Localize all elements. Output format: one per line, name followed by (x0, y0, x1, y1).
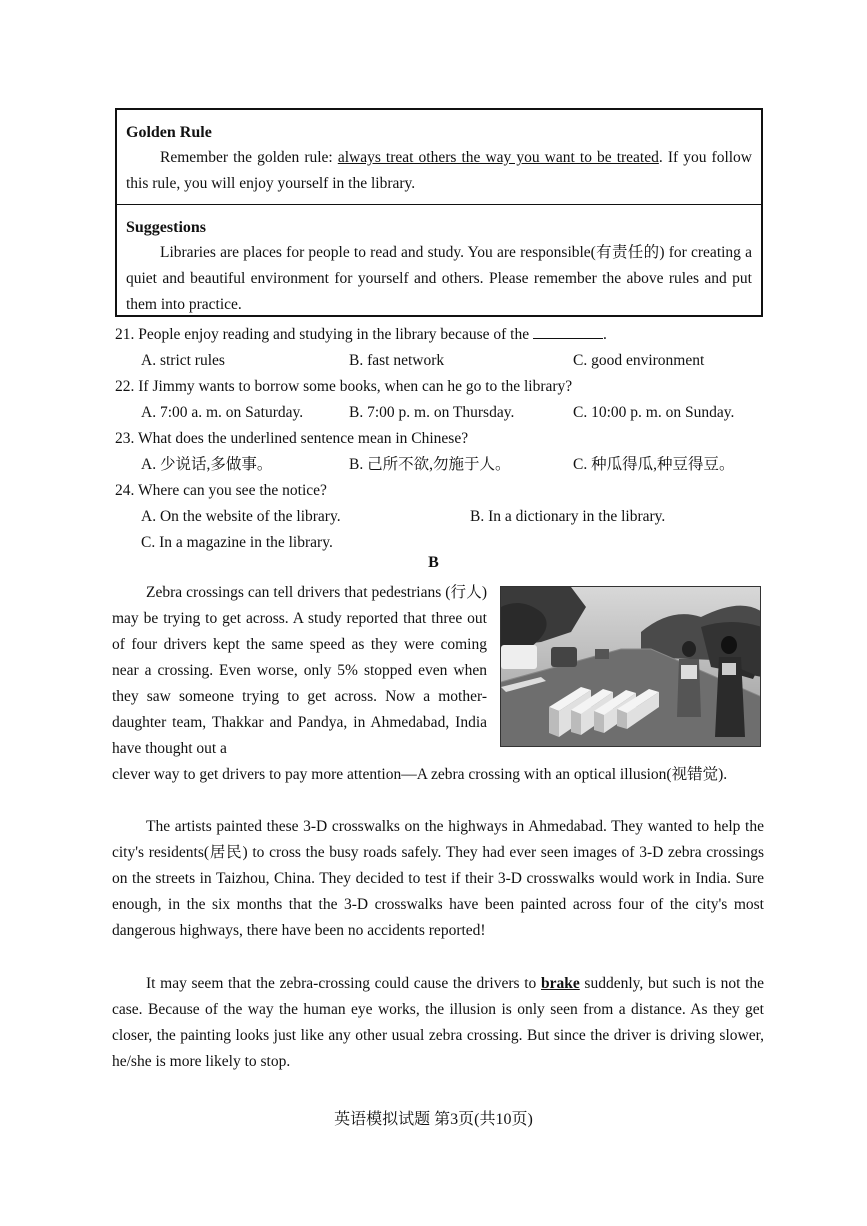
option-21c: C. good environment (573, 352, 705, 369)
brake-word: brake (541, 975, 580, 992)
paragraph-3-text-after: suddenly, but such is not the case. Because of the way the human eye works, the illusion is only seen from a distance. As they get closer, the painting looks just like any other usual zebra crossing. But since the driver is driving slower, he/she is more likely to stop. (112, 975, 764, 1070)
golden-rule-text-after: . If you follow this rule, you will enjoy yourself in the library. (126, 149, 752, 192)
passage-b-paragraph-2: The artists painted these 3-D crosswalks on the highways in Ahmedabad. They wanted to help the city's residents(居民) to cross the busy roads safely. They had ever seen images of 3-D zebra crossings on the streets in Taizhou, China. They decided to test if their 3-D crosswalks would work in India. Sure enough, in the six months that the 3-D crosswalks have been painted across four of the city's most dangerous highways, there have been no accidents reported! (112, 818, 764, 939)
question-stem-end: . (602, 326, 607, 343)
passage-b-paragraph-1-wrapped: Zebra crossings can tell drivers that pedestrians (行人) may be trying to get across. A study reported that three out of four drivers kept the same speed as they were coming near a crossing. Even worse, only 5% stopped even when they saw someone trying to get across. Now a mother-daughter team, Thakkar and Pandya, in Ahmedabad, India have thought out a (112, 584, 487, 757)
underlined-sentence: always treat others the way you want to be treated (337, 149, 659, 166)
golden-rule-text-before: Remember the golden rule: (160, 149, 338, 166)
option-23b: B. 己所不欲,勿施于人。 (349, 456, 511, 473)
golden-rule-section (117, 110, 761, 205)
option-23a: A. 少说话,多做事。 (141, 456, 273, 473)
question-22: 22. If Jimmy wants to borrow some books, when can he go to the library? (115, 378, 573, 395)
passage-b-paragraph-3 (112, 971, 764, 1075)
question-21 (115, 325, 765, 345)
section-b-label: B (428, 554, 439, 571)
answer-blank (533, 325, 603, 339)
golden-rule-title: Golden Rule (126, 124, 212, 141)
question-stem: 21. People enjoy reading and studying in the library because of the (115, 326, 530, 343)
option-22a: A. 7:00 a. m. on Saturday. (141, 404, 304, 421)
suggestions-title: Suggestions (126, 219, 207, 236)
passage-b-paragraph-1-continued: clever way to get drivers to pay more attention—A zebra crossing with an optical illusion(视错觉). (112, 766, 728, 783)
option-22b: B. 7:00 p. m. on Thursday. (349, 404, 515, 421)
option-22c: C. 10:00 p. m. on Sunday. (573, 404, 735, 421)
page-footer: 英语模拟试题 第3页(共10页) (334, 1111, 533, 1128)
question-23: 23. What does the underlined sentence mean in Chinese? (115, 430, 469, 447)
question-24: 24. Where can you see the notice? (115, 482, 327, 499)
option-21a: A. strict rules (141, 352, 225, 369)
golden-rule-text (126, 145, 752, 197)
option-23c: C. 种瓜得瓜,种豆得豆。 (573, 456, 735, 473)
option-24a: A. On the website of the library. (141, 508, 341, 525)
option-24b: B. In a dictionary in the library. (470, 508, 666, 525)
zebra-crossing-photo (500, 586, 761, 747)
option-21b: B. fast network (349, 352, 445, 369)
suggestions-section (117, 205, 761, 317)
paragraph-3-text-before: It may seem that the zebra-crossing could cause the drivers to (146, 975, 541, 992)
suggestions-text: Libraries are places for people to read and study. You are responsible(有责任的) for creating a quiet and beautiful environment for yourself and others. Please remember the above rules and put them into practice. (126, 244, 752, 313)
option-24c: C. In a magazine in the library. (141, 534, 333, 551)
notice-box (115, 108, 763, 317)
